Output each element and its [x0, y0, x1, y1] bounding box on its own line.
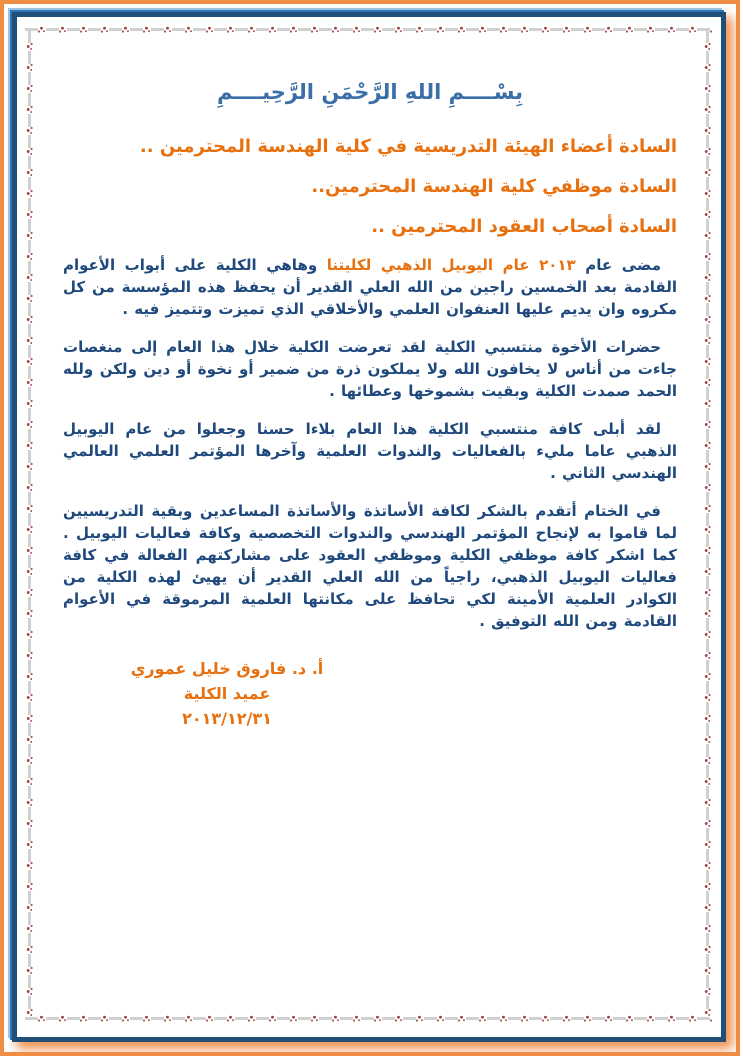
paragraph-1-lead: مضى عام — [585, 256, 661, 274]
ornament-border-left — [25, 30, 34, 1018]
ornament-border-bottom — [25, 1014, 712, 1023]
signature-name: أ. د. فاروق خليل عموري — [130, 659, 324, 678]
basmala-calligraphy: بِسْــــمِ اللهِ الرَّحْمَنِ الرَّحِيــــمِ — [216, 80, 524, 104]
paragraph-jubilee-year — [63, 254, 677, 320]
paragraph-college-hardships: حضرات الأخوة منتسبي الكلية لقد تعرضت الكلية خلال هذا العام إلى منغصات جاءت من أناس لا يخافون الله ولا يملكون ذرة من ضمير أو نخوة أو دين ولكن ولله الحمد صمدت الكلية وبقيت بشموخها وعطائها . — [63, 338, 677, 400]
ornament-border-top — [25, 25, 712, 34]
greeting-staff: السادة موظفي كلية الهندسة المحترمين.. — [311, 176, 677, 197]
signature-title: عميد الكلية — [183, 684, 271, 703]
paragraph-1-rest: وهاهي الكلية على أبواب الأعوام القادمة بعد الخمسين راجين من الله العلي القدير أن يحفظ هذه المؤسسة من كل مكروه وان يديم عليها العنفوان العلمي والأخلاقي الذي تميزت وتتميز فيه . — [63, 256, 677, 318]
paragraph-achievements: لقد أبلى كافة منتسبي الكلية هذا العام بلاءا حسنا وجعلوا من عام اليوبيل الذهبي عاما مليء بالفعاليات والندوات العلمية وآخرها المؤتمر العلمي العالمي الهندسي الثاني . — [63, 420, 677, 482]
paragraph-1-highlight-golden-jubilee: ٢٠١٣ عام اليوبيل الذهبي لكليتنا — [317, 256, 586, 274]
greeting-contract-holders: السادة أصحاب العقود المحترمين .. — [371, 216, 677, 237]
ornament-border-right — [703, 30, 712, 1018]
letter-content — [63, 74, 677, 731]
greeting-faculty: السادة أعضاء الهيئة التدريسية في كلية الهندسة المحترمين .. — [139, 136, 677, 157]
signature-block — [107, 656, 347, 731]
signature-date: ٢٠١٣/١٢/٣١ — [182, 709, 272, 728]
paragraph-closing-thanks: في الختام أتقدم بالشكر لكافة الأساتذة والأساتذة المساعدين وبقية التدريسيين لما قاموا به لإنجاح المؤتمر الهندسي والندوات التخصصية وكافة فعاليات اليوبيل . كما اشكر كافة موظفي الكلية وموظفي العقود على مشاركتهم الفعالة في كافة فعاليات اليوبيل الذهبي، راجياً من الله العلي القدير أن يهيئ لهذه الكلية من الكوادر العلمية الأمينة لكي تحافظ على مكانتها العلمية المرموقة في الأعوام القادمة ومن الله التوفيق . — [63, 502, 677, 630]
